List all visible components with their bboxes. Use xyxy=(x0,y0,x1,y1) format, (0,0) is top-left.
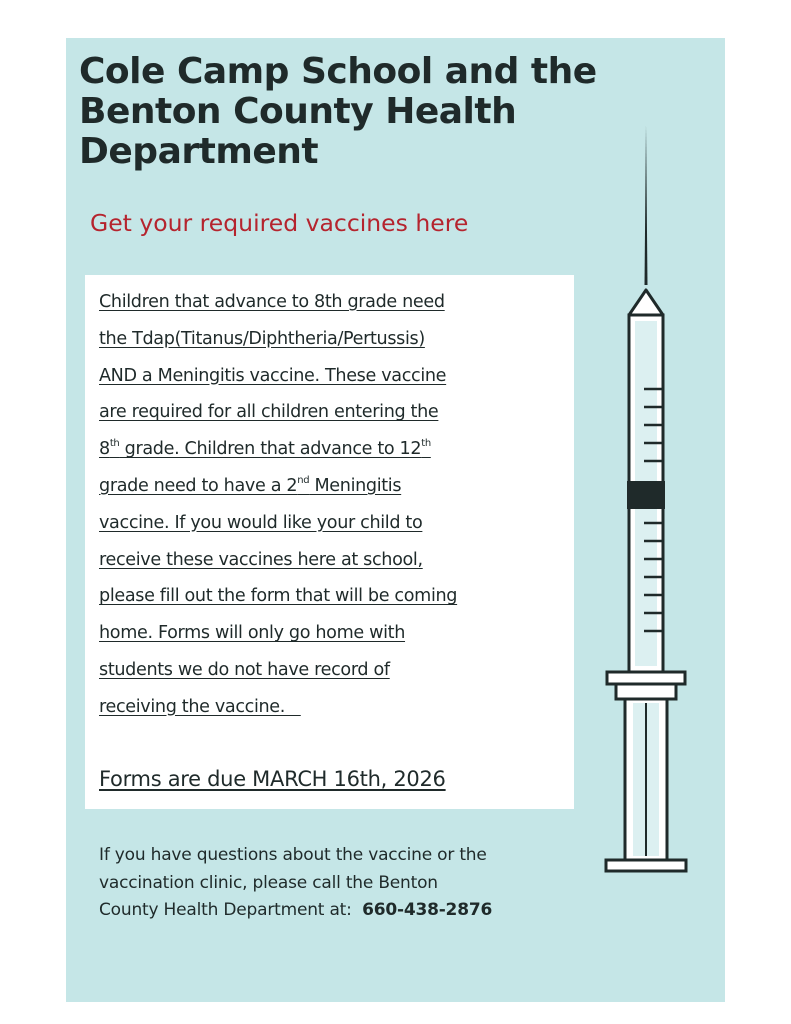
contact-line: County Health Department at: xyxy=(99,900,363,920)
body-line: 8 xyxy=(99,439,110,460)
subtitle: Get your required vaccines here xyxy=(90,209,469,237)
body-line: grade. Children that advance to 12 xyxy=(119,439,422,460)
body-line: receiving the vaccine. xyxy=(99,696,301,717)
forms-due-date: Forms are due MARCH 16th, 2026 xyxy=(99,767,446,791)
page-title: Cole Camp School and the Benton County Health Department xyxy=(79,51,597,172)
contact-info xyxy=(99,842,599,925)
body-line: the Tdap(Titanus/Diphtheria/Pertussis) xyxy=(99,328,425,349)
phone-number: 660-438-2876 xyxy=(362,900,493,920)
superscript: th xyxy=(421,438,431,450)
body-line: vaccine. If you would like your child to xyxy=(99,512,423,533)
body-line: Children that advance to 8th grade need xyxy=(99,292,445,312)
body-line: Meningitis xyxy=(309,475,402,496)
body-line: students we do not have record of xyxy=(99,659,390,680)
body-line: receive these vaccines here at school, xyxy=(99,549,423,570)
syringe-icon xyxy=(600,125,692,877)
vaccine-requirements-text xyxy=(99,284,564,726)
body-line: home. Forms will only go home with xyxy=(99,623,406,644)
contact-line: vaccination clinic, please call the Benton xyxy=(99,872,438,893)
contact-line: If you have questions about the vaccine or the xyxy=(99,845,487,865)
superscript: th xyxy=(109,438,120,450)
body-line: AND a Meningitis vaccine. These vaccine xyxy=(99,365,447,386)
body-line: grade need to have a 2 xyxy=(99,475,298,496)
body-line: please fill out the form that will be coming xyxy=(99,586,458,607)
body-line: are required for all children entering the xyxy=(99,402,439,423)
superscript: nd xyxy=(297,474,310,486)
